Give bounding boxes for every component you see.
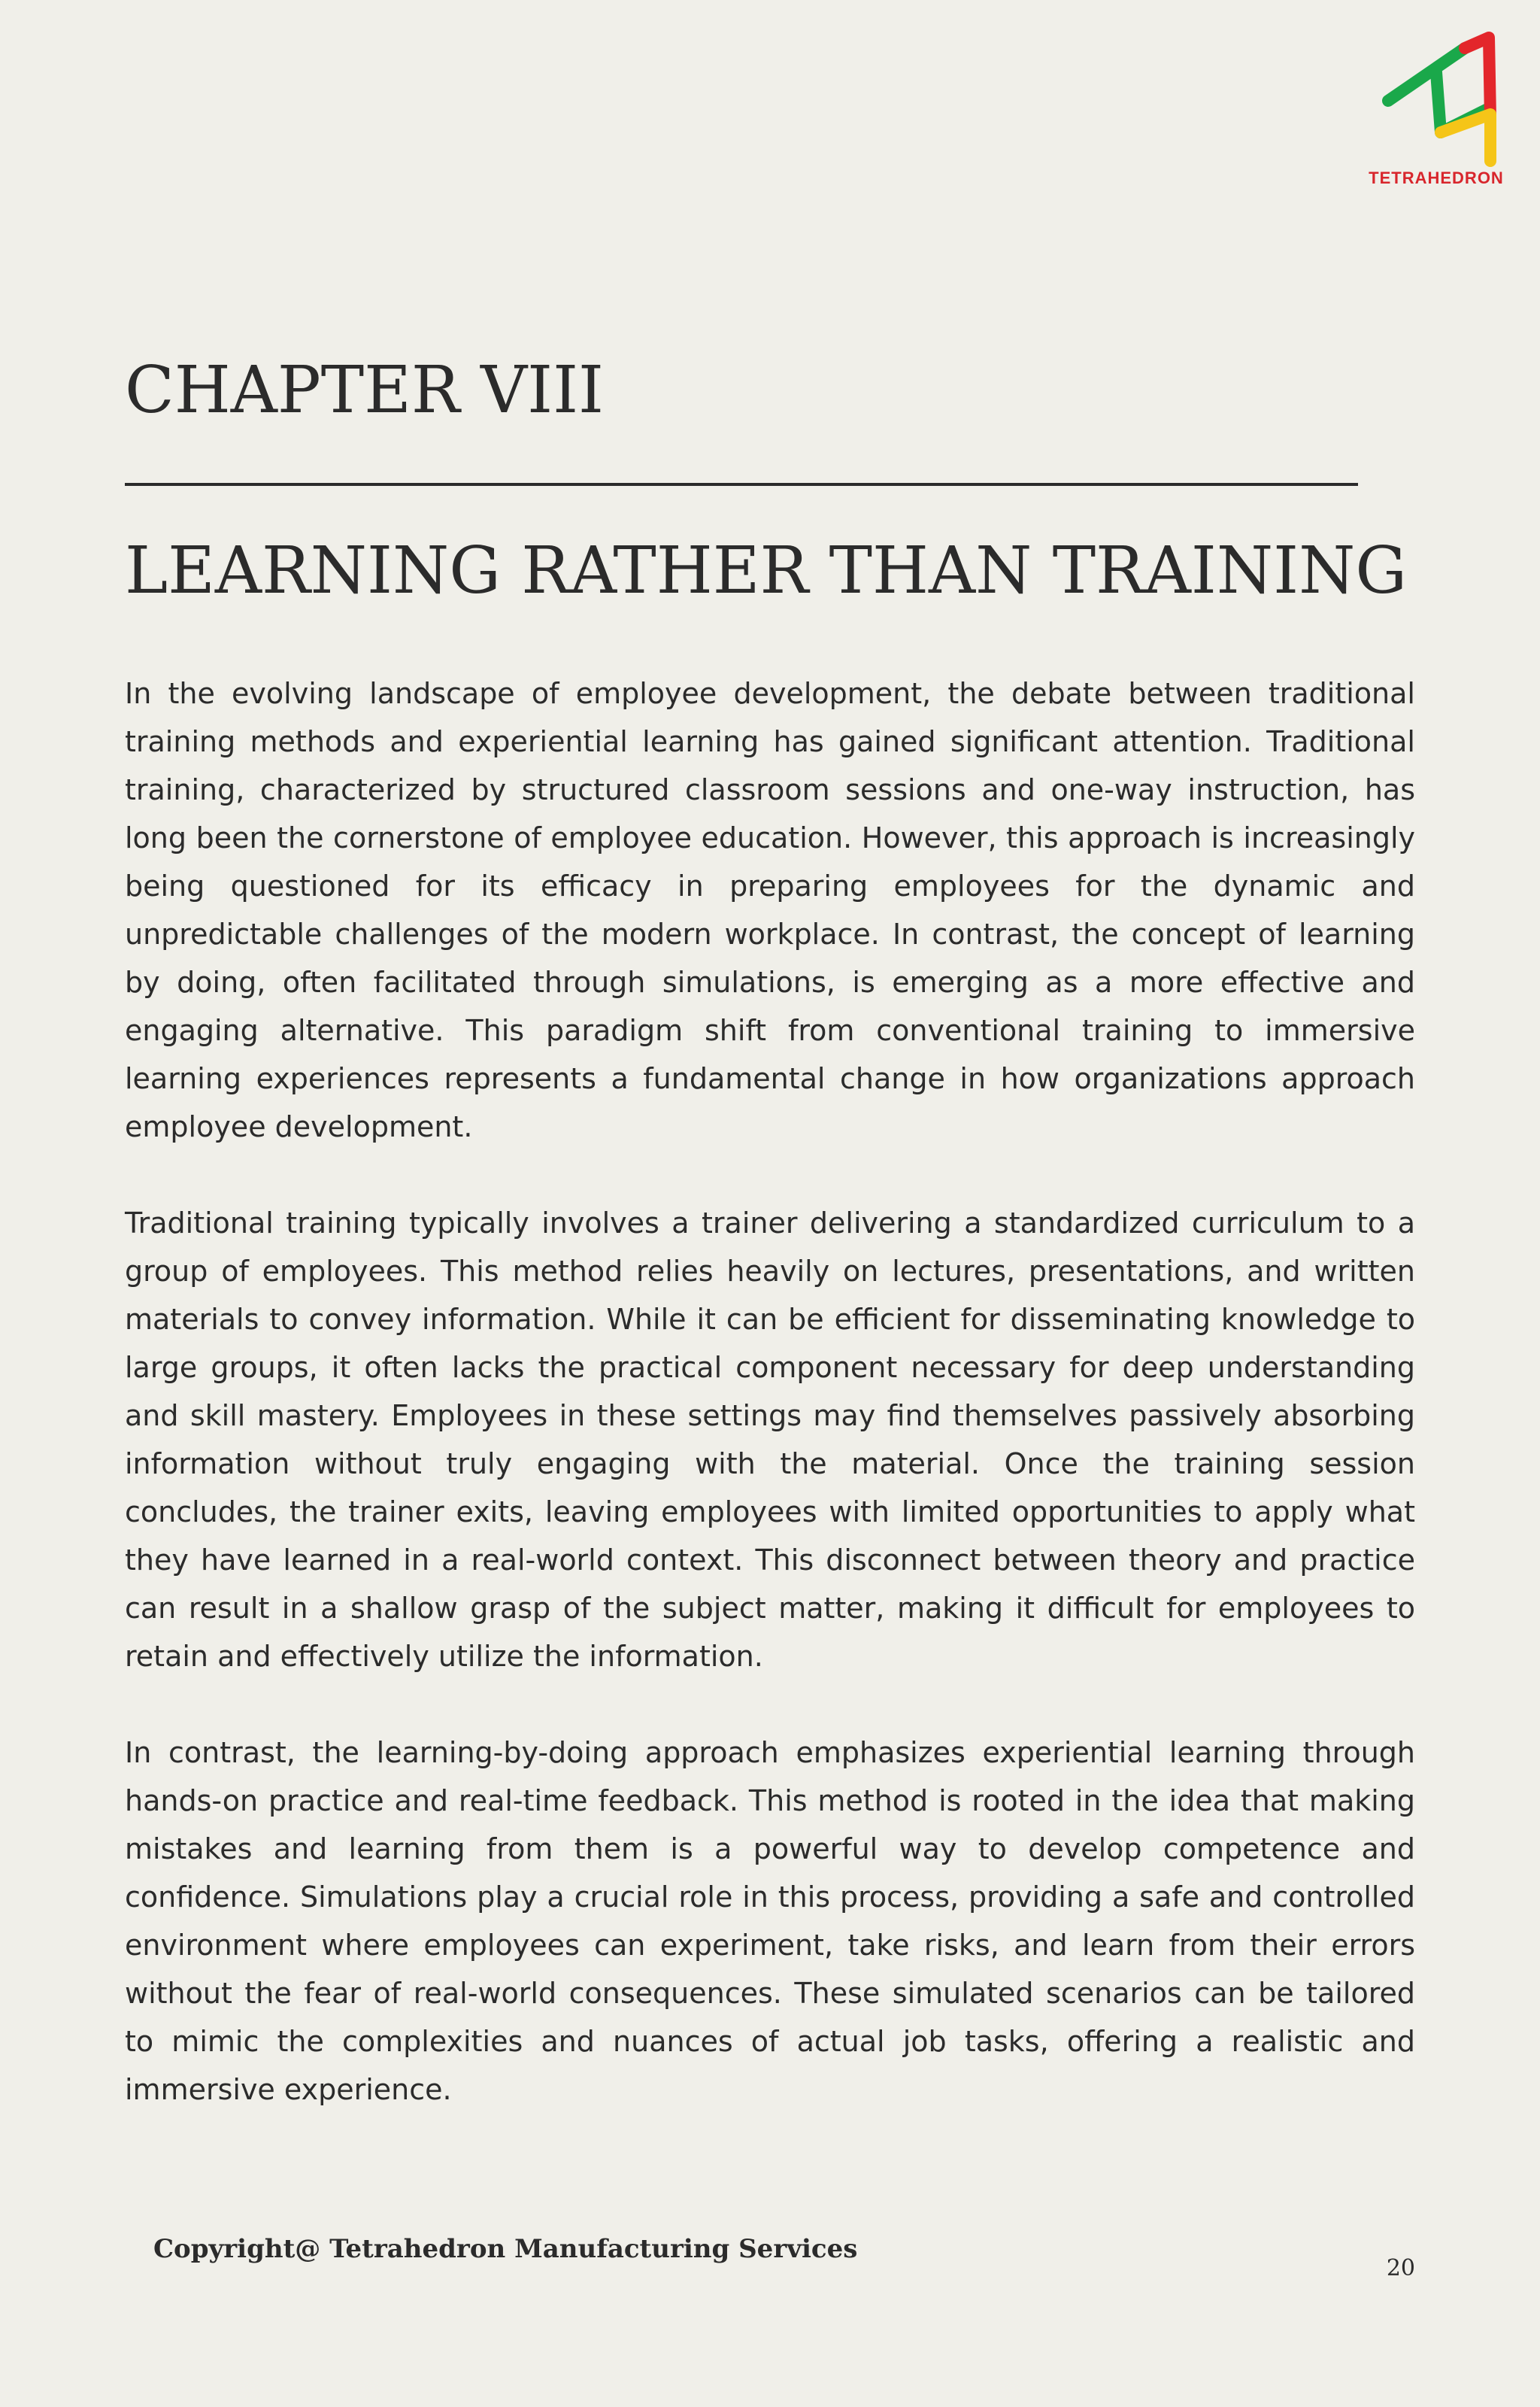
tetrahedron-logo [1361,27,1511,193]
paragraph-3: In contrast, the learning-by-doing approach emphasizes experiential learning through hands-on practice and real-time feedback. This method is rooted in the idea that making mistakes and learning from them is a powerful way to develop competence and confidence. Simulations play a crucial role in this process, providing a safe and controlled environment where employees can experiment, take risks, and learn from their errors without the fear of real-world consequences. These simulated scenarios can be tailored to mimic the complexities and nuances of actual job tasks, offering a realistic and immersive experience. [125,1736,1415,2106]
chapter-divider [125,483,1358,486]
chapter-label: CHAPTER VIII [125,353,605,428]
logo-wordmark: TETRAHEDRON [1369,168,1504,187]
paragraph-2: Traditional training typically involves a trainer delivering a standardized curriculum to a group of employees. This method relies heavily on lectures, presentations, and written materials to convey information. While it can be efficient for disseminating knowledge to large groups, it often lacks the practical component necessary for deep understanding and skill mastery. Employees in these settings may find themselves passively absorbing information without truly engaging with the material. Once the training session concludes, the trainer exits, leaving employees with limited opportunities to apply what they have learned in a real-world context. This disconnect between theory and practice can result in a shallow grasp of the subject matter, making it difficult for employees to retain and effectively utilize the information. [125,1207,1415,1673]
page-number: 20 [1386,2255,1415,2281]
chapter-title: LEARNING RATHER THAN TRAINING [125,533,1408,609]
footer-copyright: Copyright@ Tetrahedron Manufacturing Services [153,2234,858,2264]
chapter-body [125,669,1415,2162]
paragraph-1: In the evolving landscape of employee development, the debate between traditional training methods and experiential learning has gained significant attention. Traditional training, characterized by structured classroom sessions and one-way instruction, has long been the cornerstone of employee education. However, this approach is increasingly being questioned for its efficacy in preparing employees for the dynamic and unpredictable challenges of the modern workplace. In contrast, the concept of learning by doing, often facilitated through simulations, is emerging as a more effective and engaging alternative. This paradigm shift from conventional training to immersive learning experiences represents a fundamental change in how organizations approach employee development. [125,677,1415,1143]
tetrahedron-logo-icon [1376,27,1504,170]
